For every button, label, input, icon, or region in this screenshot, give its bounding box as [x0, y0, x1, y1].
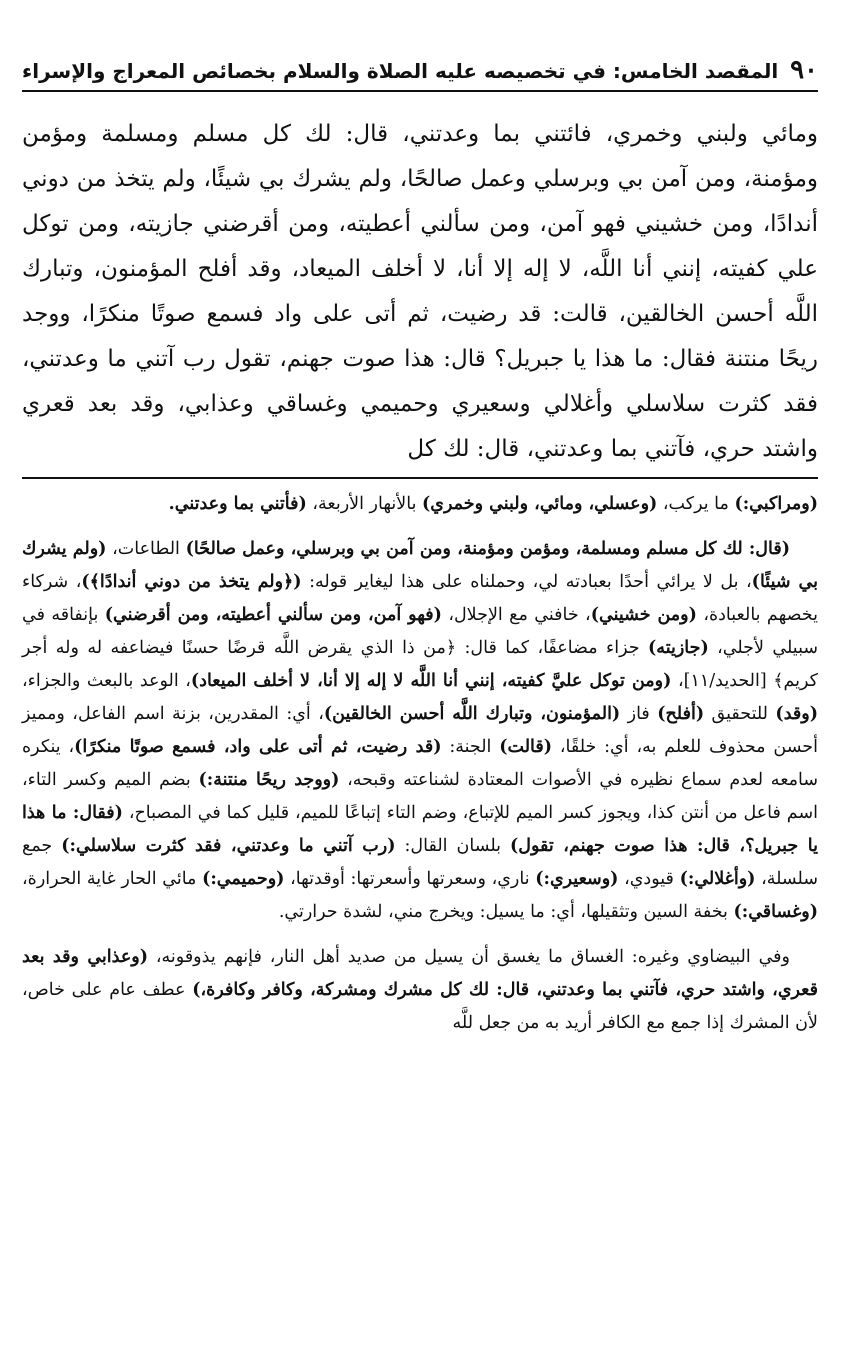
- explanation-text: وفي البيضاوي وغيره: الغساق ما يغسق أن يسيل من صديد أهل النار، فإنهم يذوقونه،: [148, 947, 790, 967]
- quoted-phrase: (﴿ولم يتخذ من دوني أندادًا﴾): [81, 572, 302, 592]
- quoted-phrase: (وغساقي:): [733, 902, 818, 922]
- explanation-text: ، ينكره سامعه لعدم سماع نظيره في الأصوات المعتادة لشناعته وقبحه،: [22, 737, 818, 790]
- explanation-text: الطاعات،: [106, 539, 186, 559]
- running-header: [22, 50, 818, 92]
- explanation-text: عطف عام على خاص، لأن المشرك إذا جمع مع الكافر أريد به من جعل للَّه: [22, 980, 818, 1033]
- explanation-text: ما يركب،: [657, 494, 735, 514]
- explanation-text: بإنفاقه في سبيلي لأجلي،: [22, 605, 819, 658]
- quoted-phrase: (قالت): [499, 737, 553, 757]
- quoted-phrase: (ومراكبي:): [734, 494, 818, 514]
- quoted-phrase: (فأتني بما وعدتني.: [168, 494, 307, 514]
- quoted-phrase: (فهو آمن، ومن سألني أعطيته، ومن أقرضني): [104, 605, 442, 625]
- quoted-phrase: (وسعيري:): [535, 869, 619, 889]
- quoted-phrase: (ووجد ريحًا منتنة:): [198, 770, 340, 790]
- explanation-text: بالأنهار الأربعة،: [306, 494, 423, 514]
- explanation-text: بلسان القال:: [395, 836, 510, 856]
- quoted-phrase: (قال: لك كل مسلم ومسلمة، ومؤمن ومؤمنة، ومن آمن بي وبرسلي، وعمل صالحًا): [185, 539, 791, 559]
- quoted-phrase: (ومن خشيني): [590, 605, 697, 625]
- explanation-text: ناري، وسعرتها وأسعرتها: أوقدتها،: [284, 869, 536, 889]
- explanation-text: ، الوعد بالبعث والجزاء،: [22, 671, 191, 691]
- quoted-phrase: (أفلح): [657, 704, 705, 724]
- header-title: المقصد الخامس: في تخصيصه عليه الصلاة والسلام بخصائص المعراج والإسراء: [22, 59, 779, 83]
- quoted-phrase: (قد رضيت، ثم أتى على واد، فسمع صوتًا منكرًا): [74, 737, 442, 757]
- quoted-phrase: (وأغلالي:): [679, 869, 756, 889]
- explanation-text: جزاء مضاعفًا، كما قال: ﴿من ذا الذي يقرض اللَّه قرضًا حسنًا فيضاعفه له وله أجر كريم﴾ [الحديد/١١]،: [22, 638, 818, 691]
- explanation-text: للتحقيق: [704, 704, 776, 724]
- explanation-text: قيودي،: [618, 869, 680, 889]
- quoted-phrase: (ومن توكل عليَّ كفيته، إنني أنا اللَّه لا إله إلا أنا، لا أخلف الميعاد): [190, 671, 672, 691]
- main-text: [22, 112, 818, 472]
- quoted-phrase: (وحميمي:): [202, 869, 285, 889]
- quoted-phrase: (ولم يشرك بي شيئًا): [22, 539, 819, 592]
- footnote-divider: [22, 477, 818, 479]
- quoted-phrase: (فقال: ما هذا يا جبريل؟، قال: هذا صوت جهنم، تقول): [22, 803, 818, 856]
- quoted-phrase: (رب آتني ما وعدتني، فقد كثرت سلاسلي:): [61, 836, 396, 856]
- explanation-text: جمع سلسلة،: [22, 836, 818, 889]
- quoted-phrase: (وعسلي، ومائي، ولبني وخمري): [422, 494, 658, 514]
- explanation-text: الجنة:: [441, 737, 500, 757]
- quoted-phrase: (جازيته): [648, 638, 709, 658]
- explanation-text: ، أي: المقدرين، بزنة اسم الفاعل، ومميز أحسن محذوف للعلم به، أي: خلقًا،: [22, 704, 818, 757]
- main-paragraph: ومائي ولبني وخمري، فائتني بما وعدتني، قال: لك كل مسلم ومسلمة ومؤمن ومؤمنة، ومن آمن بي وبرسلي وعمل صالحًا، ولم يشرك بي شيئًا، ولم يتخذ من دوني أندادًا، ومن خشيني فهو آمن، ومن سألني أعطيته، ومن أقرضني جازيته، ومن توكل علي كفيته، إنني أنا اللَّه، لا إله إلا أنا، لا أخلف الميعاد، وقد أفلح المؤمنون، وتبارك اللَّه أحسن الخالقين، قالت: قد رضيت، ثم أتى على واد فسمع صوتًا منكرًا، ووجد ريحًا منتنة فقال: ما هذا يا جبريل؟ قال: هذا صوت جهنم، تقول رب آتني ما وعدتني، فقد كثرت سلاسلي وأغلالي وسعيري وحميمي وغساقي وعذابي، وقد بعد قعري واشتد حري، فآتني بما وعدتني، قال: لك كل: [22, 121, 818, 462]
- explanation-text: ، بل لا يرائي أحدًا بعبادته لي، وحملناه على هذا ليغاير قوله:: [301, 572, 752, 592]
- commentary-paragraph: [22, 488, 818, 521]
- page-number: ٩٠: [790, 55, 818, 85]
- commentary: [22, 488, 818, 1052]
- explanation-text: فاز: [620, 704, 658, 724]
- explanation-text: بخفة السين وتثقيلها، أي: ما يسيل: ويخرج مني، لشدة حرارتي.: [278, 902, 734, 922]
- quoted-phrase: (وقد): [775, 704, 818, 724]
- explanation-text: بضم الميم وكسر التاء، اسم فاعل من أنتن كذا، ويجوز كسر الميم للإتباع، وضم التاء إتباعًا للميم، قليل كما في المصباح،: [22, 770, 818, 823]
- explanation-text: ، خافني مع الإجلال،: [441, 605, 591, 625]
- commentary-paragraph: [22, 533, 818, 929]
- commentary-paragraph: [22, 941, 818, 1040]
- quoted-phrase: (وعذابي وقد بعد قعري، واشتد حري، فآتني بما وعدتني، قال: لك كل مشرك ومشركة، وكافر وكافرة،): [22, 947, 818, 1000]
- quoted-phrase: (المؤمنون، وتبارك اللَّه أحسن الخالقين): [323, 704, 621, 724]
- explanation-text: ، شركاء يخصهم بالعبادة،: [22, 572, 818, 625]
- explanation-text: مائي الحار غاية الحرارة،: [22, 869, 203, 889]
